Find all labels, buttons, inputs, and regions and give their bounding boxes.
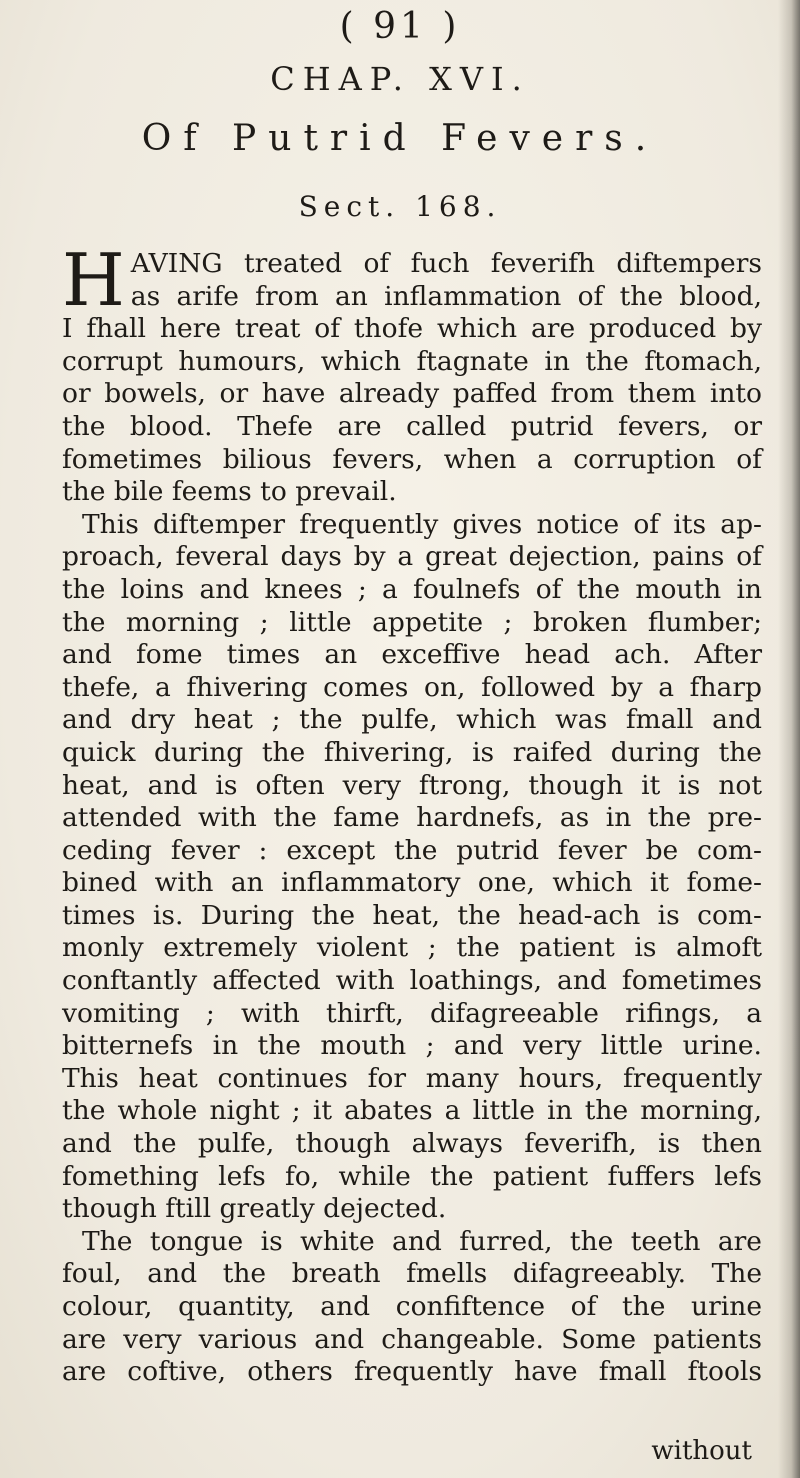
text-line: corrupt humours, which ftagnate in the ftomach, bbox=[62, 345, 762, 377]
text-line: though ftill greatly dejected. bbox=[62, 1193, 447, 1225]
chapter-heading: CHAP. XVI. bbox=[270, 60, 530, 98]
text-line: or bowels, or have already paffed from them into bbox=[62, 378, 762, 410]
text-line: are very various and changeable. Some patients bbox=[62, 1323, 762, 1355]
text-line: This heat continues for many hours, frequently bbox=[62, 1062, 762, 1094]
text-line: thefe, a fhivering comes on, followed by a fharp bbox=[62, 671, 762, 703]
text-line: bined with an inflammatory one, which it fome- bbox=[62, 867, 762, 899]
text-line: and the pulfe, though always feverifh, is then bbox=[62, 1128, 762, 1160]
text-line: fomething lefs fo, while the patient fuffers lefs bbox=[62, 1160, 762, 1192]
text-line: quick during the fhivering, is raifed during the bbox=[62, 736, 762, 768]
text-line: the blood. Thefe are called putrid fevers, or bbox=[62, 410, 762, 442]
text-line: bitternefs in the mouth ; and very little urine. bbox=[62, 1030, 762, 1062]
text-line: and dry heat ; the pulfe, which was fmall and bbox=[62, 704, 762, 736]
text-line: the whole night ; it abates a little in the morning, bbox=[62, 1095, 762, 1127]
section-title: Of Putrid Fevers. bbox=[141, 118, 659, 159]
body-text bbox=[62, 238, 762, 1389]
text-line: as arife from an inflammation of the blood, bbox=[130, 280, 762, 312]
text-line: conftantly affected with loathings, and fometimes bbox=[62, 965, 762, 997]
text-line: the loins and knees ; a foulnefs of the mouth in bbox=[62, 573, 762, 605]
text-line: monly extremely violent ; the patient is almoft bbox=[62, 932, 762, 964]
text-line: heat, and is often very ftrong, though it is not bbox=[62, 769, 762, 801]
text-line: the bile feems to prevail. bbox=[62, 476, 397, 508]
text-line: ceding fever : except the putrid fever be com- bbox=[62, 834, 762, 866]
text-line: colour, quantity, and confiftence of the urine bbox=[62, 1291, 762, 1322]
text-line: I fhall here treat of thofe which are produced by bbox=[62, 313, 762, 345]
section-number: Sect. 168. bbox=[298, 190, 502, 223]
text-line: proach, feveral days by a great dejection, pains of bbox=[62, 541, 762, 573]
page-number: ( 91 ) bbox=[339, 6, 461, 47]
text-line: are coftive, others frequently have fmall ftools bbox=[62, 1356, 762, 1388]
text-line: fometimes bilious fevers, when a corruption of bbox=[62, 443, 762, 475]
catchword: without bbox=[651, 1436, 752, 1466]
text-line: vomiting ; with thirft, difagreeable rifings, a bbox=[62, 997, 762, 1029]
text-line: and fome times an exceffive head ach. After bbox=[62, 639, 762, 671]
text-line: attended with the fame hardnefs, as in the pre- bbox=[62, 802, 762, 834]
text-line: the morning ; little appetite ; broken flumber; bbox=[62, 606, 762, 638]
text-line: foul, and the breath fmells difagreeably. The bbox=[62, 1258, 762, 1290]
text-line: times is. During the heat, the head-ach is com- bbox=[62, 899, 762, 931]
text-line: This diftemper frequently gives notice of its ap- bbox=[82, 508, 762, 540]
text-line: The tongue is white and furred, the teeth are bbox=[82, 1225, 762, 1257]
text-line: AVING treated of fuch feverifh diftempers bbox=[130, 248, 762, 279]
drop-capital: H bbox=[62, 238, 125, 322]
